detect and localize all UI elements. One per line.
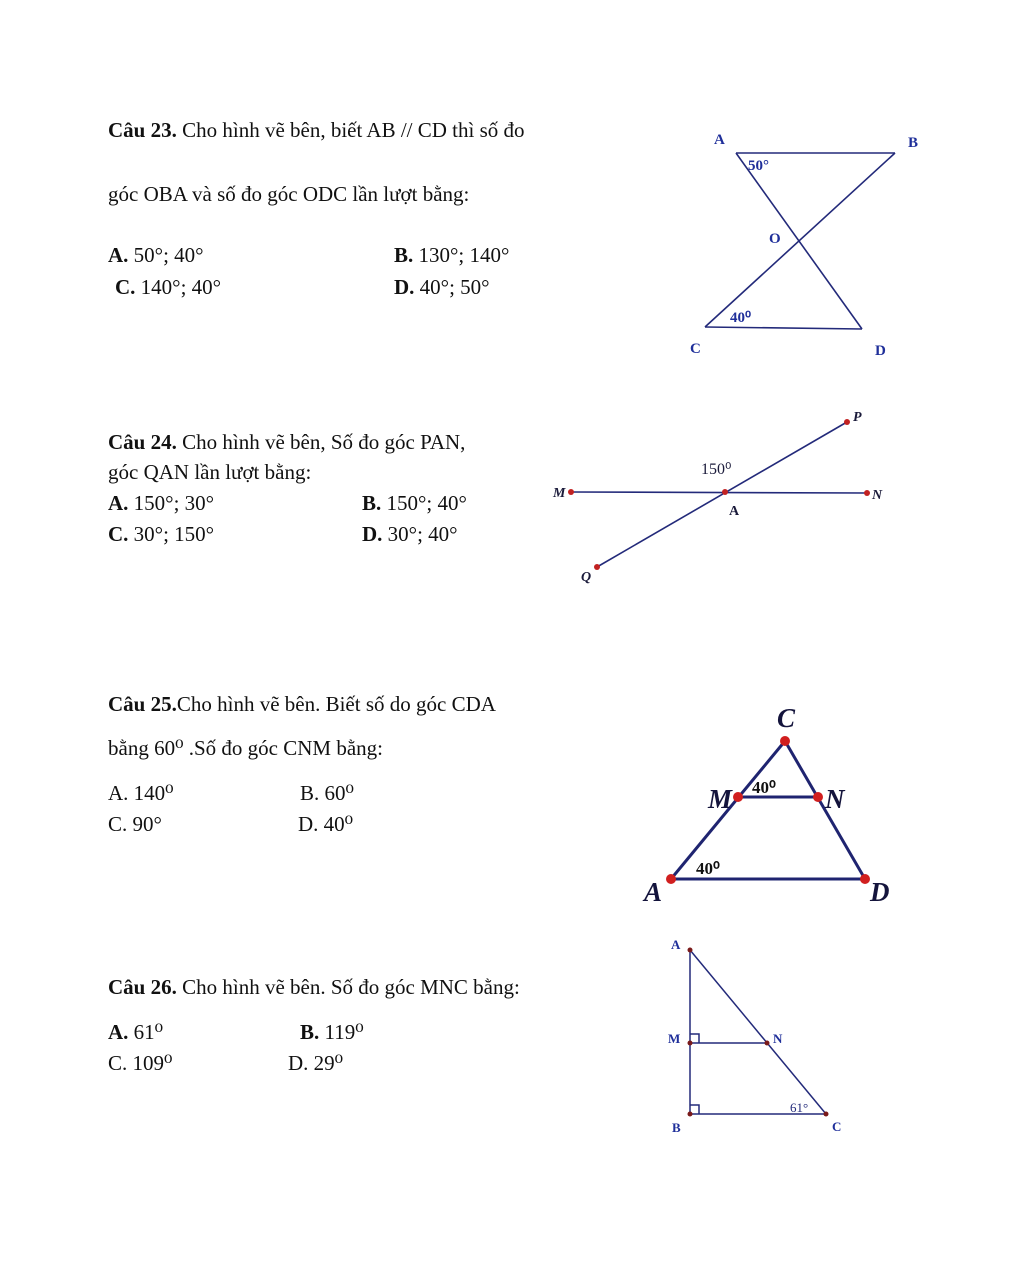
q26-point-b: [688, 1112, 693, 1117]
q23-stem-line2: góc OBA và số đo góc ODC lần lượt bằng:: [108, 182, 470, 206]
q24-label-q: Q: [581, 570, 592, 585]
q25-figure: [636, 700, 906, 912]
q23-option-d[interactable]: D. 40°; 50°: [394, 275, 490, 299]
q24-point-p: [844, 419, 850, 425]
q24-option-a[interactable]: A. 150°; 30°: [108, 491, 215, 515]
q24-label-a: A: [729, 504, 740, 519]
q23-angle-c-label: 40⁰: [730, 310, 752, 326]
q23-label-c: C: [690, 341, 701, 357]
q24-line-pq: [597, 422, 847, 567]
q26-stem-line1: Câu 26. Cho hình vẽ bên. Số đo góc MNC bằng:: [108, 975, 520, 999]
q24-angle-label: 150⁰: [701, 461, 732, 478]
q24-stem-line1: Câu 24. Cho hình vẽ bên, Số đo góc PAN,: [108, 430, 466, 454]
q26-segment-ac: [690, 950, 826, 1114]
q25-option-a[interactable]: A. 140⁰: [108, 781, 174, 805]
q24-option-c[interactable]: C. 30°; 150°: [108, 522, 215, 546]
q26-option-d[interactable]: D. 29⁰: [288, 1051, 344, 1075]
q24-label-m: M: [553, 486, 566, 501]
q25-stem-line1: Câu 25.Cho hình vẽ bên. Biết số do góc CDA: [108, 692, 496, 716]
q24-option-d[interactable]: D. 30°; 40°: [362, 522, 458, 546]
q23-segment-bc: [705, 153, 895, 327]
q23-label-o: O: [769, 231, 781, 247]
q23-label-b: B: [908, 135, 919, 151]
q24-point-m: [568, 489, 574, 495]
q26-option-b[interactable]: B. 119⁰: [300, 1020, 364, 1044]
q26-option-a[interactable]: A. 61⁰: [108, 1020, 164, 1044]
q25-point-n: [813, 792, 823, 802]
q24-point-q: [594, 564, 600, 570]
q23-label-d: D: [875, 343, 886, 359]
q25-label-m: M: [708, 784, 733, 814]
q26-label-m: M: [668, 1031, 681, 1046]
q23-angle-a-label: 50°: [748, 158, 769, 174]
q23-option-a[interactable]: A. 50°; 40°: [108, 243, 204, 267]
q26-point-m: [688, 1041, 693, 1046]
q25-label-a: A: [644, 877, 663, 907]
q26-angle-label: 61°: [790, 1100, 809, 1115]
q24-number: Câu 24.: [108, 430, 177, 454]
q23-number: Câu 23.: [108, 118, 177, 142]
q26-label-c: C: [832, 1119, 842, 1134]
q25-angle-m-label: 40⁰: [752, 778, 776, 797]
q23-option-c[interactable]: C. 140°; 40°: [115, 275, 222, 299]
q23-label-a: A: [714, 132, 725, 148]
q23-figure: [680, 125, 940, 370]
q25-option-d[interactable]: D. 40⁰: [298, 812, 354, 836]
q25-point-c: [780, 736, 790, 746]
q26-point-c: [824, 1112, 829, 1117]
q26-figure: [660, 930, 860, 1145]
q25-option-b[interactable]: B. 60⁰: [300, 781, 354, 805]
q26-number: Câu 26.: [108, 975, 177, 999]
q24-option-b[interactable]: B. 150°; 40°: [362, 491, 467, 515]
q26-label-b: B: [672, 1120, 681, 1135]
q26-label-n: N: [773, 1031, 783, 1046]
q26-point-n: [765, 1041, 770, 1046]
q23-stem-line1: Câu 23. Cho hình vẽ bên, biết AB // CD thì số đo: [108, 118, 525, 142]
q25-label-n: N: [825, 784, 845, 814]
q25-point-d: [860, 874, 870, 884]
q25-number: Câu 25.: [108, 692, 177, 716]
q24-line-mn: [571, 492, 867, 493]
q25-point-m: [733, 792, 743, 802]
q24-label-n: N: [872, 488, 883, 503]
q26-point-a: [688, 948, 693, 953]
q26-option-c[interactable]: C. 109⁰: [108, 1051, 173, 1075]
q24-point-a: [722, 489, 728, 495]
q25-point-a: [666, 874, 676, 884]
q23-segment-cd: [705, 327, 862, 329]
q24-point-n: [864, 490, 870, 496]
q24-label-p: P: [853, 410, 862, 425]
q25-angle-a-label: 40⁰: [696, 859, 720, 878]
q23-option-b[interactable]: B. 130°; 140°: [394, 243, 510, 267]
q26-label-a: A: [671, 937, 681, 952]
q25-stem-line2: bằng 60⁰ .Số đo góc CNM bằng:: [108, 736, 383, 760]
q25-label-c: C: [777, 703, 796, 733]
q25-label-d: D: [870, 877, 890, 907]
q25-option-c[interactable]: C. 90°: [108, 812, 162, 836]
q24-stem-line2: góc QAN lần lượt bằng:: [108, 460, 312, 484]
q24-figure: [545, 400, 905, 590]
